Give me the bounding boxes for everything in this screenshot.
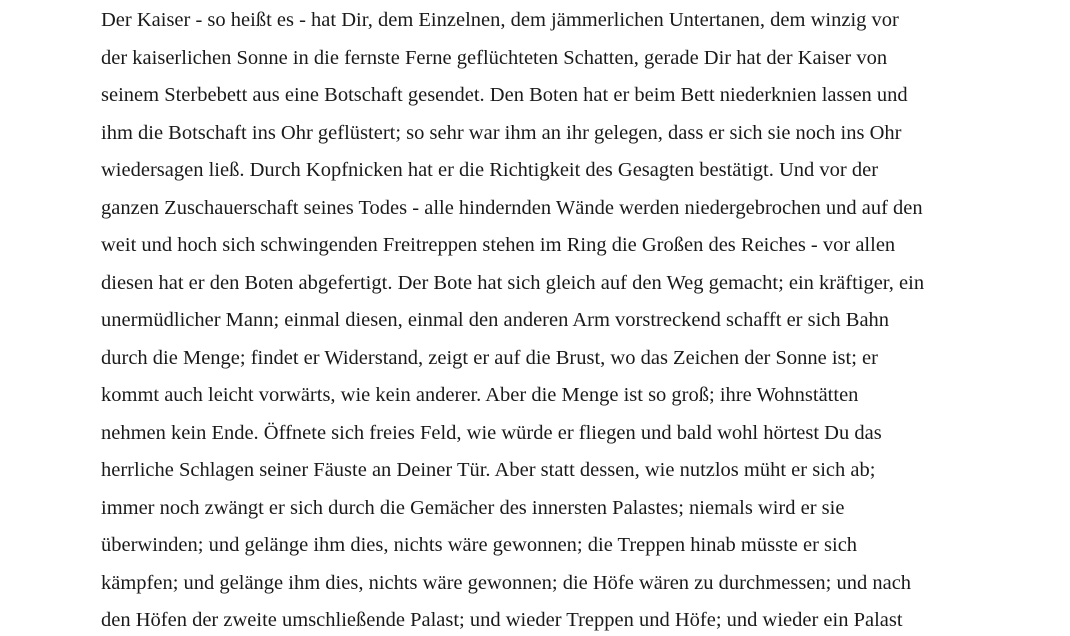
text-line: wiedersagen ließ. Durch Kopfnicken hat er die Richtigkeit des Gesagten bestätigt. Und vor der xyxy=(101,159,879,181)
text-line: seinem Sterbebett aus eine Botschaft gesendet. Den Boten hat er beim Bett niederknien lassen und xyxy=(101,84,908,106)
text-line: Der Kaiser - so heißt es - hat Dir, dem Einzelnen, dem jämmerlichen Untertanen, dem winzig vor xyxy=(101,9,899,31)
text-line: kommt auch leicht vorwärts, wie kein anderer. Aber die Menge ist so groß; ihre Wohnstätten xyxy=(101,384,859,406)
text-line: der kaiserlichen Sonne in die fernste Ferne geflüchteten Schatten, gerade Dir hat der Kaiser von xyxy=(101,46,888,69)
text-line: ganzen Zuschauerschaft seines Todes - alle hindernden Wände werden niedergebrochen und auf den xyxy=(101,196,923,219)
text-line: immer noch zwängt er sich durch die Gemächer des innersten Palastes; niemals wird er sie xyxy=(101,496,845,519)
text-line: kämpfen; und gelänge ihm dies, nichts wäre gewonnen; die Höfe wären zu durchmessen; und nach xyxy=(101,571,912,594)
text-line: herrliche Schlagen seiner Fäuste an Deiner Tür. Aber statt dessen, wie nutzlos müht er sich ab; xyxy=(101,459,876,481)
text-line: nehmen kein Ende. Öffnete sich freies Feld, wie würde er fliegen und bald wohl hörtest Du das xyxy=(101,421,882,444)
text-line: weit und hoch sich schwingenden Freitreppen stehen im Ring die Großen des Reiches - vor allen xyxy=(101,234,896,256)
text-line: ihm die Botschaft ins Ohr geflüstert; so sehr war ihm an ihr gelegen, dass er sich sie noch ins Ohr xyxy=(101,121,902,144)
text-line: überwinden; und gelänge ihm dies, nichts wäre gewonnen; die Treppen hinab müsste er sich xyxy=(101,534,858,556)
text-line: den Höfen der zweite umschließende Palast; und wieder Treppen und Höfe; und wieder ein Palast xyxy=(101,609,903,631)
text-line: unermüdlicher Mann; einmal diesen, einmal den anderen Arm vorstreckend schafft er sich Bahn xyxy=(101,309,890,331)
text-line: diesen hat er den Boten abgefertigt. Der Bote hat sich gleich auf den Weg gemacht; ein kräftiger, ein xyxy=(101,271,925,294)
text-block xyxy=(101,2,1001,636)
text-line: durch die Menge; findet er Widerstand, zeigt er auf die Brust, wo das Zeichen der Sonne ist; er xyxy=(101,346,878,369)
